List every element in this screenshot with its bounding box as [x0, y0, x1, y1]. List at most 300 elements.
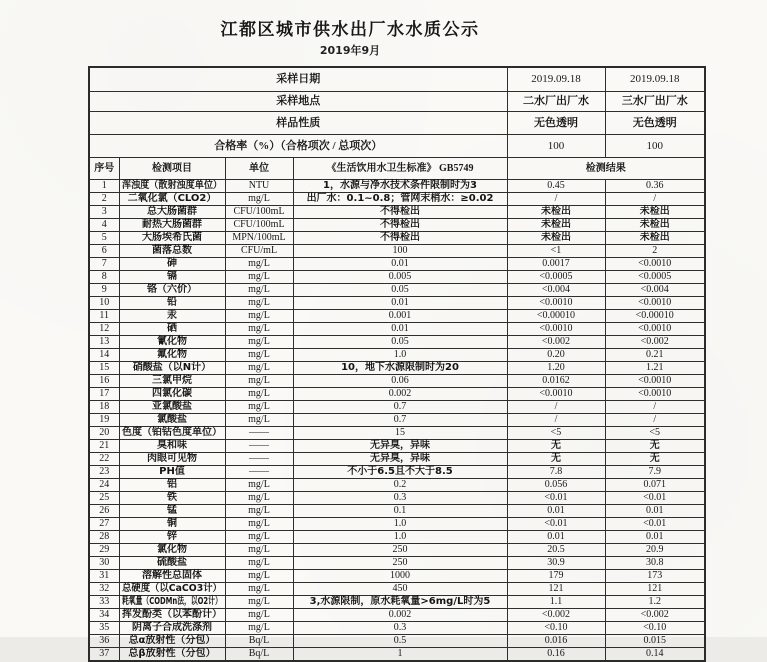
sampling-location-plant3-text: 三水厂出厂水 — [621, 94, 688, 107]
cell-result-plant3 — [605, 491, 705, 504]
cell-item-text: 亚氯酸盐 — [152, 401, 192, 412]
cell-standard-text: 不得检出 — [380, 206, 420, 217]
cell-index — [89, 426, 119, 439]
cell-unit-text: mg/L — [248, 193, 270, 204]
column-header-item-text: 检测项目 — [152, 162, 192, 174]
table-row — [89, 348, 705, 361]
cell-standard-text: 0.01 — [391, 258, 409, 269]
cell-result-plant3-text: 2 — [652, 245, 658, 256]
cell-unit — [225, 335, 293, 348]
cell-unit — [225, 361, 293, 374]
cell-standard-text: 0.005 — [388, 271, 412, 282]
cell-item — [119, 283, 225, 296]
cell-result-plant3 — [605, 569, 705, 582]
cell-index — [89, 192, 119, 205]
cell-item — [119, 179, 225, 192]
cell-result-plant3-text: 无 — [649, 453, 660, 464]
cell-result-plant3-text: 未检出 — [639, 232, 670, 243]
table-row — [89, 556, 705, 569]
cell-unit-text: mg/L — [248, 362, 270, 373]
cell-item-text: 氯化物 — [157, 544, 187, 555]
cell-index — [89, 621, 119, 634]
sampling-date-plant2-text: 2019.09.18 — [531, 73, 581, 86]
pass-rate-label-text: 合格率（%）（合格项次 / 总项次） — [214, 139, 383, 152]
cell-standard — [293, 231, 507, 244]
cell-result-plant3 — [605, 283, 705, 296]
cell-unit-text: mg/L — [248, 349, 270, 360]
cell-standard — [293, 504, 507, 517]
cell-index-text: 8 — [101, 271, 107, 282]
column-header-result-text: 检测结果 — [585, 162, 626, 174]
cell-unit-text: —— — [249, 453, 269, 464]
cell-result-plant2-text: 121 — [548, 583, 564, 594]
cell-result-plant3-text: 121 — [647, 583, 663, 594]
cell-item-text: 总大肠菌群 — [147, 206, 197, 217]
cell-unit — [225, 374, 293, 387]
cell-standard — [293, 179, 507, 192]
cell-unit — [225, 478, 293, 491]
cell-result-plant3-text: <0.0010 — [638, 375, 672, 386]
cell-standard — [293, 361, 507, 374]
cell-result-plant2 — [507, 608, 605, 621]
cell-result-plant3 — [605, 621, 705, 634]
cell-standard — [293, 491, 507, 504]
cell-result-plant2 — [507, 426, 605, 439]
cell-unit — [225, 283, 293, 296]
cell-index-text: 26 — [99, 505, 110, 516]
sampling-date-plant3 — [605, 67, 705, 91]
cell-unit-text: mg/L — [248, 557, 270, 568]
cell-unit-text: mg/L — [248, 492, 270, 503]
cell-result-plant2-text: 未检出 — [541, 232, 571, 243]
cell-standard — [293, 348, 507, 361]
cell-result-plant2-text: 无 — [551, 440, 561, 451]
cell-item-text: 硝酸盐（以N计） — [132, 362, 212, 373]
cell-item-text: 铁 — [167, 492, 177, 503]
cell-index-text: 30 — [99, 557, 110, 568]
cell-result-plant3 — [605, 400, 705, 413]
cell-item-text: 肉眼可见物 — [147, 453, 197, 464]
cell-unit-text: mg/L — [248, 622, 270, 633]
sample-property-plant2 — [507, 111, 605, 134]
cell-result-plant3 — [605, 361, 705, 374]
cell-index-text: 32 — [99, 583, 110, 594]
cell-unit — [225, 634, 293, 647]
cell-result-plant2-text: 0.056 — [544, 479, 568, 490]
cell-result-plant2-text: 179 — [548, 570, 564, 581]
cell-item — [119, 192, 225, 205]
table-row — [89, 647, 705, 661]
cell-item — [119, 361, 225, 374]
cell-unit — [225, 244, 293, 257]
table-row — [89, 387, 705, 400]
cell-result-plant2 — [507, 335, 605, 348]
table-row — [89, 517, 705, 530]
cell-standard — [293, 218, 507, 231]
cell-item-text: 四氯化碳 — [152, 388, 192, 399]
cell-index — [89, 309, 119, 322]
sampling-location-plant3 — [605, 91, 705, 111]
cell-index — [89, 543, 119, 556]
cell-standard — [293, 309, 507, 322]
cell-result-plant3 — [605, 309, 705, 322]
cell-result-plant2 — [507, 374, 605, 387]
cell-item — [119, 582, 225, 595]
cell-index — [89, 465, 119, 478]
table-header-section — [89, 67, 705, 179]
sampling-location-plant2 — [507, 91, 605, 111]
cell-standard — [293, 608, 507, 621]
cell-standard — [293, 270, 507, 283]
cell-index — [89, 582, 119, 595]
cell-result-plant2 — [507, 400, 605, 413]
cell-index-text: 28 — [99, 531, 110, 542]
cell-result-plant2-text: <0.01 — [544, 518, 568, 529]
cell-result-plant2 — [507, 179, 605, 192]
cell-index — [89, 504, 119, 517]
table-row — [89, 478, 705, 491]
cell-standard — [293, 647, 507, 661]
cell-result-plant3-text: <0.002 — [640, 609, 669, 620]
cell-item-text: 臭和味 — [157, 440, 187, 451]
cell-unit-text: Bq/L — [248, 648, 270, 659]
cell-item — [119, 543, 225, 556]
cell-standard — [293, 387, 507, 400]
cell-unit-text: mg/L — [248, 505, 270, 516]
table-data-section — [89, 179, 705, 661]
cell-item-text: 三氯甲烷 — [152, 375, 192, 386]
cell-standard-text: 0.05 — [391, 284, 409, 295]
cell-result-plant2-text: <0.004 — [541, 284, 571, 295]
cell-result-plant2 — [507, 647, 605, 661]
cell-result-plant2 — [507, 517, 605, 530]
cell-unit-text: mg/L — [248, 596, 270, 607]
cell-index — [89, 296, 119, 309]
table-row — [89, 621, 705, 634]
sampling-date-label-text: 采样日期 — [276, 73, 321, 86]
cell-result-plant3 — [605, 647, 705, 661]
cell-item-text: 耗氧量（CODMn法，以O2计） — [121, 596, 222, 607]
cell-item-text: 浑浊度（散射浊度单位） — [121, 180, 222, 191]
cell-index — [89, 179, 119, 192]
cell-item — [119, 335, 225, 348]
cell-index-text: 15 — [99, 362, 110, 373]
cell-index-text: 21 — [99, 440, 110, 451]
cell-result-plant3-text: 1.21 — [646, 362, 664, 373]
cell-result-plant3-text: 0.015 — [643, 635, 666, 646]
cell-item-text: 总硬度（以CaCO3计） — [121, 583, 222, 594]
cell-index-text: 5 — [101, 232, 107, 243]
cell-result-plant3 — [605, 348, 705, 361]
cell-standard — [293, 335, 507, 348]
cell-result-plant2 — [507, 530, 605, 543]
cell-index-text: 37 — [99, 648, 110, 659]
sampling-date-plant2 — [507, 67, 605, 91]
cell-standard-text: 0.7 — [393, 401, 407, 412]
cell-standard-text: 0.1 — [393, 505, 407, 516]
cell-result-plant2 — [507, 283, 605, 296]
cell-unit-text: mg/L — [248, 531, 270, 542]
cell-result-plant2-text: / — [554, 401, 558, 412]
cell-index-text: 35 — [99, 622, 110, 633]
cell-unit-text: NTU — [248, 180, 270, 191]
cell-item — [119, 452, 225, 465]
cell-index-text: 13 — [99, 336, 110, 347]
cell-unit-text: CFU/100mL — [233, 206, 285, 217]
table-row — [89, 192, 705, 205]
table-row — [89, 361, 705, 374]
cell-index — [89, 491, 119, 504]
table-row — [89, 205, 705, 218]
cell-index — [89, 348, 119, 361]
cell-unit-text: CFU/mL — [240, 245, 278, 256]
cell-item — [119, 608, 225, 621]
cell-standard — [293, 296, 507, 309]
cell-standard — [293, 439, 507, 452]
cell-index — [89, 361, 119, 374]
cell-index — [89, 413, 119, 426]
cell-result-plant3-text: 0.01 — [646, 505, 664, 516]
cell-unit — [225, 348, 293, 361]
page-subtitle: 2019年9月 — [319, 44, 381, 57]
cell-index — [89, 439, 119, 452]
cell-standard-text: 1.0 — [393, 531, 407, 542]
cell-item-text: 硫酸盐 — [157, 557, 187, 568]
cell-result-plant3-text: 20.9 — [646, 544, 664, 555]
sampling-date-label — [89, 67, 507, 91]
cell-unit-text: CFU/100mL — [233, 219, 285, 230]
cell-index — [89, 322, 119, 335]
cell-result-plant2-text: <0.002 — [541, 336, 571, 347]
cell-index-text: 23 — [99, 466, 110, 477]
cell-item — [119, 270, 225, 283]
cell-standard-text: 不小于6.5且不大于8.5 — [347, 466, 453, 477]
cell-standard-text: 出厂水：0.1~0.8；管网末梢水：≥0.02 — [306, 193, 494, 204]
cell-result-plant3 — [605, 517, 705, 530]
cell-result-plant2-text: <5 — [550, 427, 562, 438]
cell-result-plant3 — [605, 257, 705, 270]
cell-index-text: 16 — [99, 375, 110, 386]
cell-unit — [225, 491, 293, 504]
cell-unit — [225, 322, 293, 335]
cell-index-text: 11 — [99, 310, 110, 321]
cell-standard — [293, 283, 507, 296]
table-row — [89, 439, 705, 452]
cell-result-plant2-text: / — [554, 414, 558, 425]
cell-standard — [293, 322, 507, 335]
cell-item-text: 氟化物 — [157, 349, 187, 360]
cell-index-text: 33 — [99, 596, 110, 607]
cell-standard-text: 不得检出 — [380, 219, 420, 230]
table-row — [89, 582, 705, 595]
cell-item-text: 溶解性总固体 — [142, 570, 202, 581]
cell-result-plant3-text: <0.0010 — [638, 258, 672, 269]
cell-standard-text: 1000 — [390, 570, 410, 581]
cell-item — [119, 322, 225, 335]
cell-item-text: 铝 — [167, 479, 177, 490]
cell-result-plant3 — [605, 543, 705, 556]
cell-result-plant2-text: 未检出 — [541, 206, 571, 217]
cell-standard — [293, 582, 507, 595]
cell-index — [89, 218, 119, 231]
cell-item — [119, 634, 225, 647]
cell-unit-text: mg/L — [248, 479, 270, 490]
cell-unit-text: mg/L — [248, 609, 270, 620]
cell-result-plant3-text: <0.01 — [643, 492, 667, 503]
cell-standard-text: 0.5 — [393, 635, 407, 646]
cell-result-plant3-text: <0.01 — [643, 518, 667, 529]
cell-standard — [293, 556, 507, 569]
cell-result-plant2 — [507, 192, 605, 205]
cell-result-plant3-text: 173 — [647, 570, 663, 581]
cell-result-plant2-text: 0.20 — [547, 349, 565, 360]
cell-result-plant3 — [605, 218, 705, 231]
cell-unit — [225, 413, 293, 426]
cell-result-plant2-text: <0.0005 — [539, 271, 573, 282]
cell-item — [119, 504, 225, 517]
cell-result-plant3-text: 1.2 — [648, 596, 661, 607]
cell-index-text: 6 — [101, 245, 107, 256]
cell-standard-text: 0.2 — [393, 479, 407, 490]
cell-index-text: 3 — [101, 206, 107, 217]
cell-standard — [293, 413, 507, 426]
cell-unit-text: mg/L — [248, 401, 270, 412]
cell-standard — [293, 400, 507, 413]
cell-result-plant3 — [605, 205, 705, 218]
pass-rate-plant2 — [507, 134, 605, 157]
cell-result-plant2 — [507, 322, 605, 335]
cell-index — [89, 270, 119, 283]
cell-index — [89, 387, 119, 400]
cell-item — [119, 413, 225, 426]
cell-unit — [225, 504, 293, 517]
cell-standard — [293, 244, 507, 257]
cell-result-plant3 — [605, 439, 705, 452]
cell-index-text: 12 — [99, 323, 110, 334]
cell-unit — [225, 257, 293, 270]
cell-result-plant2 — [507, 270, 605, 283]
cell-item-text: 铜 — [167, 518, 177, 529]
cell-index — [89, 244, 119, 257]
cell-result-plant3-text: <0.0010 — [638, 323, 672, 334]
cell-item — [119, 205, 225, 218]
cell-index-text: 29 — [99, 544, 110, 555]
cell-item-text: 耐热大肠菌群 — [142, 219, 202, 230]
cell-standard-text: 0.01 — [391, 297, 409, 308]
cell-result-plant3 — [605, 595, 705, 608]
cell-item — [119, 530, 225, 543]
sampling-location-label — [89, 91, 507, 111]
cell-index — [89, 374, 119, 387]
cell-item-text: 锰 — [167, 505, 177, 516]
cell-standard-text: 1，水源与净水技术条件限制时为3 — [323, 180, 477, 191]
cell-result-plant2-text: / — [554, 193, 558, 204]
cell-item — [119, 296, 225, 309]
cell-standard-text: 3,水源限制，原水耗氧量>6mg/L时为5 — [309, 596, 491, 607]
cell-index — [89, 478, 119, 491]
column-header-unit-text: 单位 — [249, 162, 269, 174]
cell-result-plant3-text: <0.0005 — [638, 271, 672, 282]
cell-result-plant2-text: <0.0010 — [539, 323, 573, 334]
cell-item — [119, 517, 225, 530]
cell-result-plant3-text: 0.071 — [643, 479, 666, 490]
cell-standard — [293, 452, 507, 465]
cell-result-plant3-text: <0.00010 — [635, 310, 674, 321]
cell-standard-text: 不得检出 — [380, 232, 420, 243]
cell-standard-text: 0.01 — [391, 323, 409, 334]
cell-result-plant2-text: 0.01 — [547, 531, 565, 542]
sampling-location-label-text: 采样地点 — [276, 95, 321, 107]
cell-index-text: 17 — [99, 388, 110, 399]
cell-result-plant2-text: 1.20 — [547, 362, 565, 373]
cell-standard-text: 10，地下水源限制时为20 — [341, 362, 459, 373]
cell-unit — [225, 452, 293, 465]
cell-index-text: 36 — [99, 635, 110, 646]
cell-result-plant2 — [507, 621, 605, 634]
cell-standard-text: 0.3 — [393, 622, 407, 633]
cell-unit — [225, 543, 293, 556]
sample-property-label — [89, 111, 507, 134]
cell-unit-text: mg/L — [248, 271, 270, 282]
cell-result-plant2-text: <0.002 — [541, 609, 571, 620]
cell-result-plant3 — [605, 426, 705, 439]
cell-result-plant2 — [507, 634, 605, 647]
cell-unit — [225, 595, 293, 608]
cell-standard-text: 250 — [392, 544, 408, 555]
cell-standard-text: 0.06 — [391, 375, 409, 386]
column-header-result — [507, 157, 705, 179]
cell-index-text: 18 — [99, 401, 110, 412]
cell-result-plant3-text: <0.0010 — [638, 388, 672, 399]
cell-standard — [293, 543, 507, 556]
cell-unit — [225, 400, 293, 413]
cell-unit — [225, 569, 293, 582]
cell-standard — [293, 530, 507, 543]
cell-index-text: 2 — [101, 193, 107, 204]
cell-unit — [225, 205, 293, 218]
cell-result-plant3 — [605, 556, 705, 569]
cell-result-plant3 — [605, 608, 705, 621]
cell-item-text: 氰化物 — [157, 336, 187, 347]
cell-index — [89, 608, 119, 621]
cell-index — [89, 517, 119, 530]
cell-item-text: PH值 — [159, 466, 185, 477]
table-row — [89, 296, 705, 309]
cell-result-plant2 — [507, 361, 605, 374]
cell-standard-text: 1.0 — [393, 518, 407, 529]
table-row — [89, 426, 705, 439]
cell-result-plant2 — [507, 543, 605, 556]
cell-unit-text: Bq/L — [248, 635, 270, 646]
cell-result-plant2-text: 0.0162 — [542, 375, 570, 386]
sample-property-plant3-text: 无色透明 — [632, 115, 677, 129]
cell-result-plant2 — [507, 504, 605, 517]
cell-result-plant3-text: <5 — [649, 427, 661, 438]
cell-standard-text: 1 — [397, 648, 403, 659]
table-row — [89, 465, 705, 478]
cell-item — [119, 244, 225, 257]
cell-result-plant3 — [605, 387, 705, 400]
cell-result-plant3-text: / — [653, 193, 657, 204]
cell-index — [89, 647, 119, 661]
cell-index — [89, 231, 119, 244]
info-row-pass-rate — [89, 134, 705, 157]
cell-unit-text: —— — [249, 466, 269, 477]
cell-index-text: 34 — [99, 609, 110, 620]
cell-result-plant2-text: 0.01 — [547, 505, 565, 516]
cell-result-plant2 — [507, 309, 605, 322]
pass-rate-plant2-text: 100 — [547, 139, 565, 152]
